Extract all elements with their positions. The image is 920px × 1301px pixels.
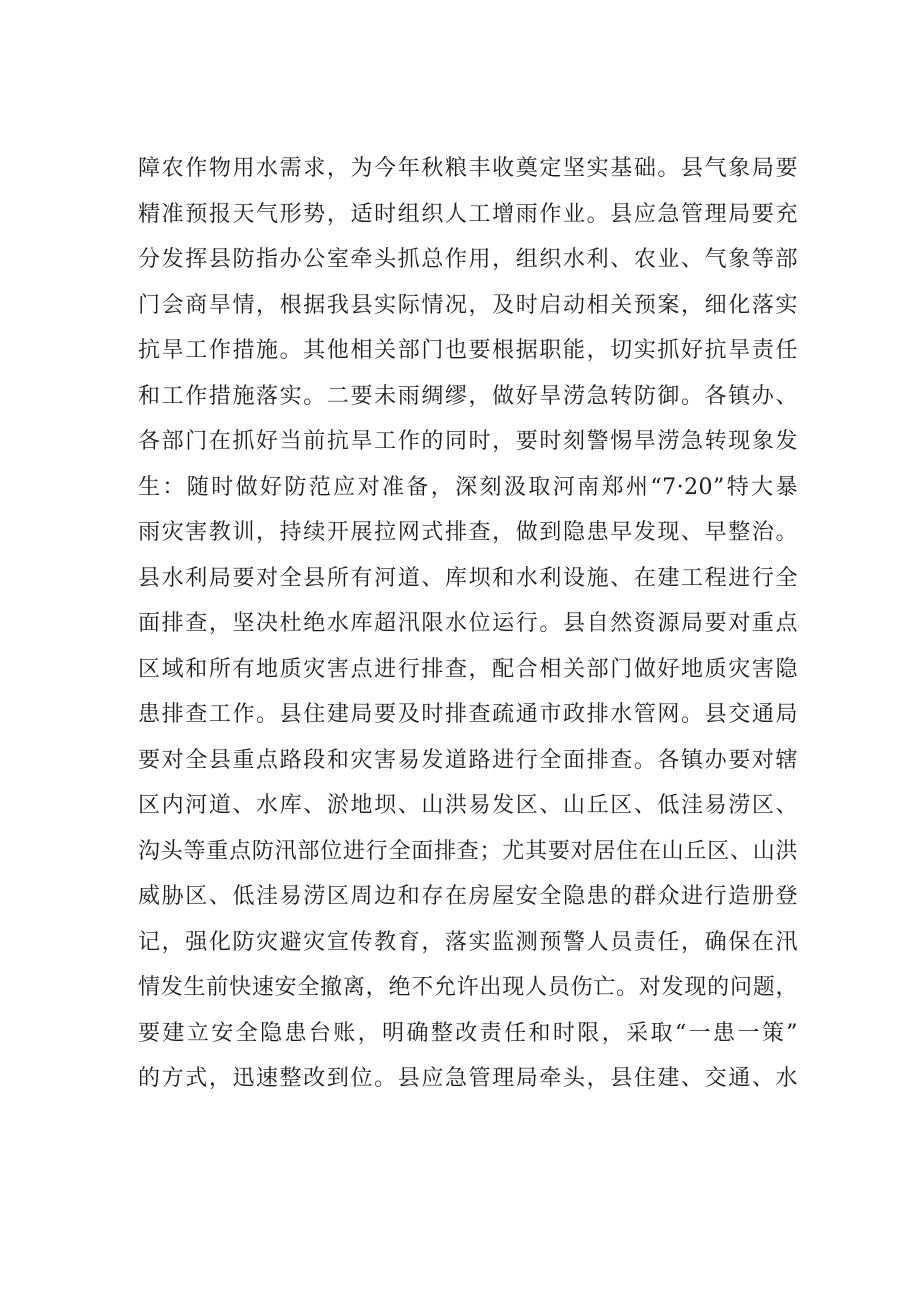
body-text bbox=[138, 146, 798, 1102]
text-line-20: 要建立安全隐患台账，明确整改责任和时限，采取“一患一策” bbox=[138, 1020, 798, 1046]
text-line-15: 区内河道、水库、淤地坝、山洪易发区、山丘区、低洼易涝区、 bbox=[138, 793, 798, 818]
text-line-16: 沟头等重点防汛部位进行全面排查；尤其要对居住在山丘区、山洪 bbox=[138, 838, 798, 864]
text-line-2: 精准预报天气形势，适时组织人工增雨作业。县应急管理局要充 bbox=[138, 201, 798, 227]
text-line-6: 和工作措施落实。二要未雨绸缪，做好旱涝急转防御。各镇办、 bbox=[138, 383, 798, 409]
text-line-11: 面排查，坚决杜绝水库超汛限水位运行。县自然资源局要对重点 bbox=[138, 611, 798, 636]
text-line-13: 患排查工作。县住建局要及时排查疏通市政排水管网。县交通局 bbox=[138, 702, 798, 727]
text-line-17: 威胁区、低洼易涝区周边和存在房屋安全隐患的群众进行造册登 bbox=[138, 884, 798, 909]
text-line-10: 县水利局要对全县所有河道、库坝和水利设施、在建工程进行全 bbox=[138, 565, 798, 591]
text-line-5: 抗旱工作措施。其他相关部门也要根据职能，切实抓好抗旱责任 bbox=[138, 338, 798, 363]
text-line-14: 要对全县重点路段和灾害易发道路进行全面排查。各镇办要对辖 bbox=[138, 747, 798, 773]
text-line-3: 分发挥县防指办公室牵头抓总作用，组织水利、农业、气象等部 bbox=[138, 247, 798, 272]
text-line-7: 各部门在抓好当前抗旱工作的同时，要时刻警惕旱涝急转现象发 bbox=[138, 429, 798, 454]
text-line-19: 情发生前快速安全撤离，绝不允许出现人员伤亡。对发现的问题， bbox=[138, 975, 798, 1000]
text-line-12: 区域和所有地质灾害点进行排查，配合相关部门做好地质灾害隐 bbox=[138, 656, 798, 682]
text-line-18: 记，强化防灾避灾宣传教育，落实监测预警人员责任，确保在汛 bbox=[138, 929, 798, 955]
text-line-8: 生：随时做好防范应对准备，深刻汲取河南郑州“7·20”特大暴 bbox=[138, 474, 798, 500]
text-line-1: 障农作物用水需求，为今年秋粮丰收奠定坚实基础。县气象局要 bbox=[138, 156, 798, 181]
text-line-9: 雨灾害教训，持续开展拉网式排查，做到隐患早发现、早整治。 bbox=[138, 520, 798, 545]
text-line-21: 的方式，迅速整改到位。县应急管理局牵头，县住建、交通、水 bbox=[138, 1066, 798, 1091]
text-line-4: 门会商旱情，根据我县实际情况，及时启动相关预案，细化落实 bbox=[138, 292, 798, 318]
